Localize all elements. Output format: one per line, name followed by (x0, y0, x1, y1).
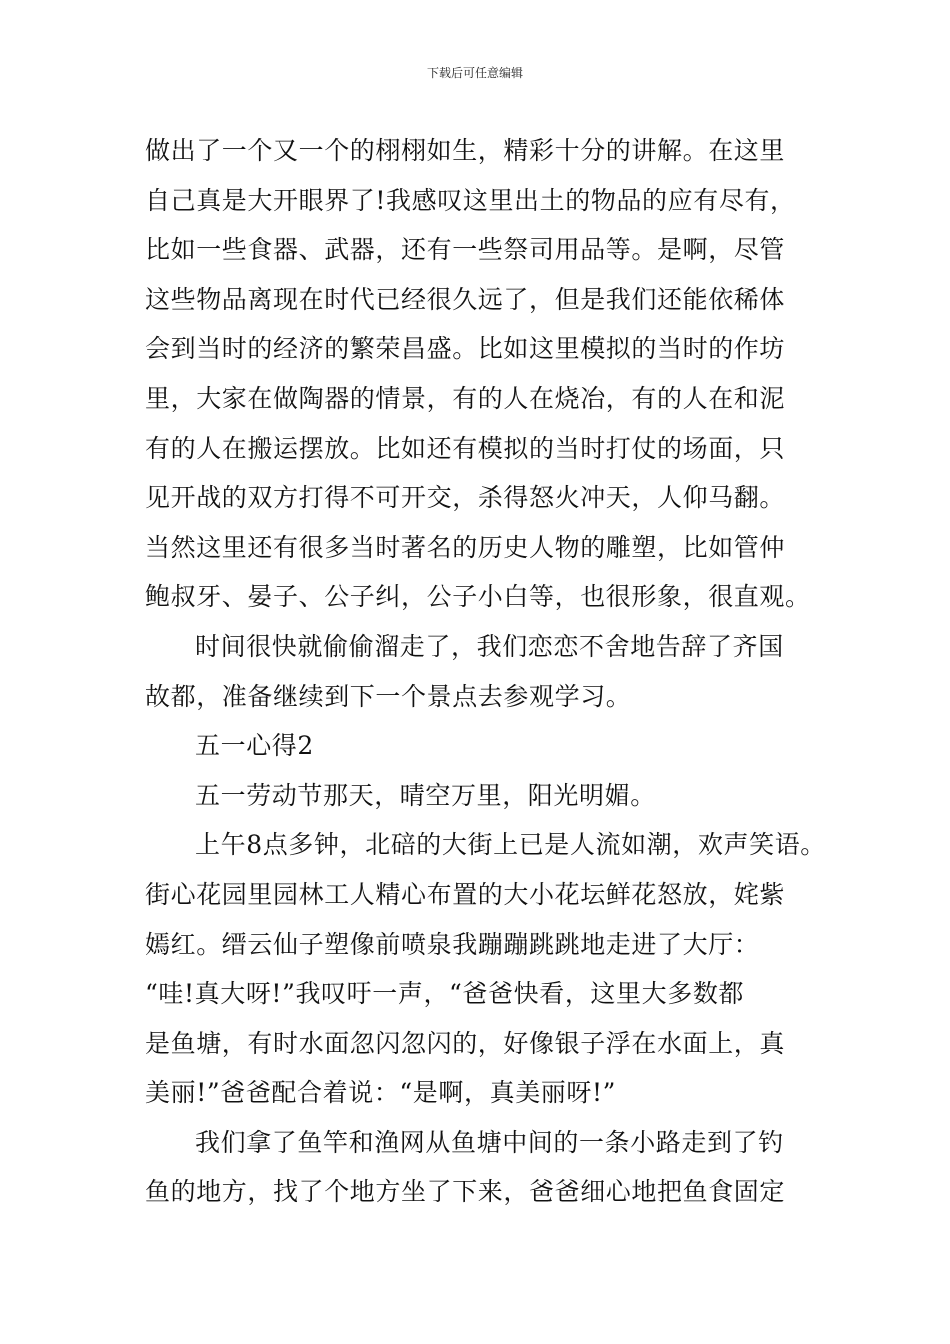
paragraph-start-line: 时间很快就偷偷溜走了，我们恋恋不舍地告辞了齐国 (195, 631, 784, 661)
text-line: 这些物品离现在时代已经很久远了，但是我们还能依稀体 (145, 284, 786, 314)
document-body (145, 126, 835, 1217)
text-line: 会到当时的经济的繁荣昌盛。比如这里模拟的当时的作坊 (145, 334, 786, 364)
text-line: 故都，准备继续到下一个景点去参观学习。 (145, 681, 632, 711)
text-line: 有的人在搬运摆放。比如还有模拟的当时打仗的场面，只 (145, 433, 786, 463)
text-line: 当然这里还有很多当时著名的历史人物的雕塑，比如管仲 (145, 532, 786, 562)
text-line: 嫣红。缙云仙子塑像前喷泉我蹦蹦跳跳地走进了大厅： (145, 929, 760, 959)
text-line: 里，大家在做陶器的情景，有的人在烧冶，有的人在和泥 (145, 383, 786, 413)
paragraph-start-line: 我们拿了鱼竿和渔网从鱼塘中间的一条小路走到了钓 (195, 1127, 784, 1157)
page-header: 下载后可任意编辑 (426, 66, 523, 80)
text-line: “哇!真大呀!”我叹吁一声，“爸爸快看，这里大多数都 (145, 979, 745, 1009)
text-line: 见开战的双方打得不可开交，杀得怒火冲天，人仰马翻。 (145, 483, 786, 513)
text-line: 鲍叔牙、晏子、公子纠，公子小白等，也很形象，很直观。 (145, 582, 811, 612)
text-line: 美丽!”爸爸配合着说：“是啊，真美丽呀!” (145, 1078, 617, 1108)
text-line: 自己真是大开眼界了!我感叹这里出土的物品的应有尽有， (145, 185, 796, 215)
paragraph-start-line: 上午8点多钟，北碚的大街上已是人流如潮，欢声笑语。 (195, 830, 826, 860)
text-line: 街心花园里园林工人精心布置的大小花坛鲜花怒放，姹紫 (145, 879, 786, 909)
text-line: 做出了一个又一个的栩栩如生，精彩十分的讲解。在这里 (145, 136, 786, 165)
text-line: 鱼的地方，找了个地方坐了下来，爸爸细心地把鱼食固定 (145, 1177, 786, 1207)
text-line: 比如一些食器、武器，还有一些祭司用品等。是啊，尽管 (145, 235, 786, 265)
text-line: 是鱼塘，有时水面忽闪忽闪的，好像银子浮在水面上，真 (145, 1028, 786, 1058)
section-heading: 五一心得2 (195, 731, 314, 761)
paragraph-start-line: 五一劳动节那天，晴空万里，阳光明媚。 (195, 780, 656, 810)
